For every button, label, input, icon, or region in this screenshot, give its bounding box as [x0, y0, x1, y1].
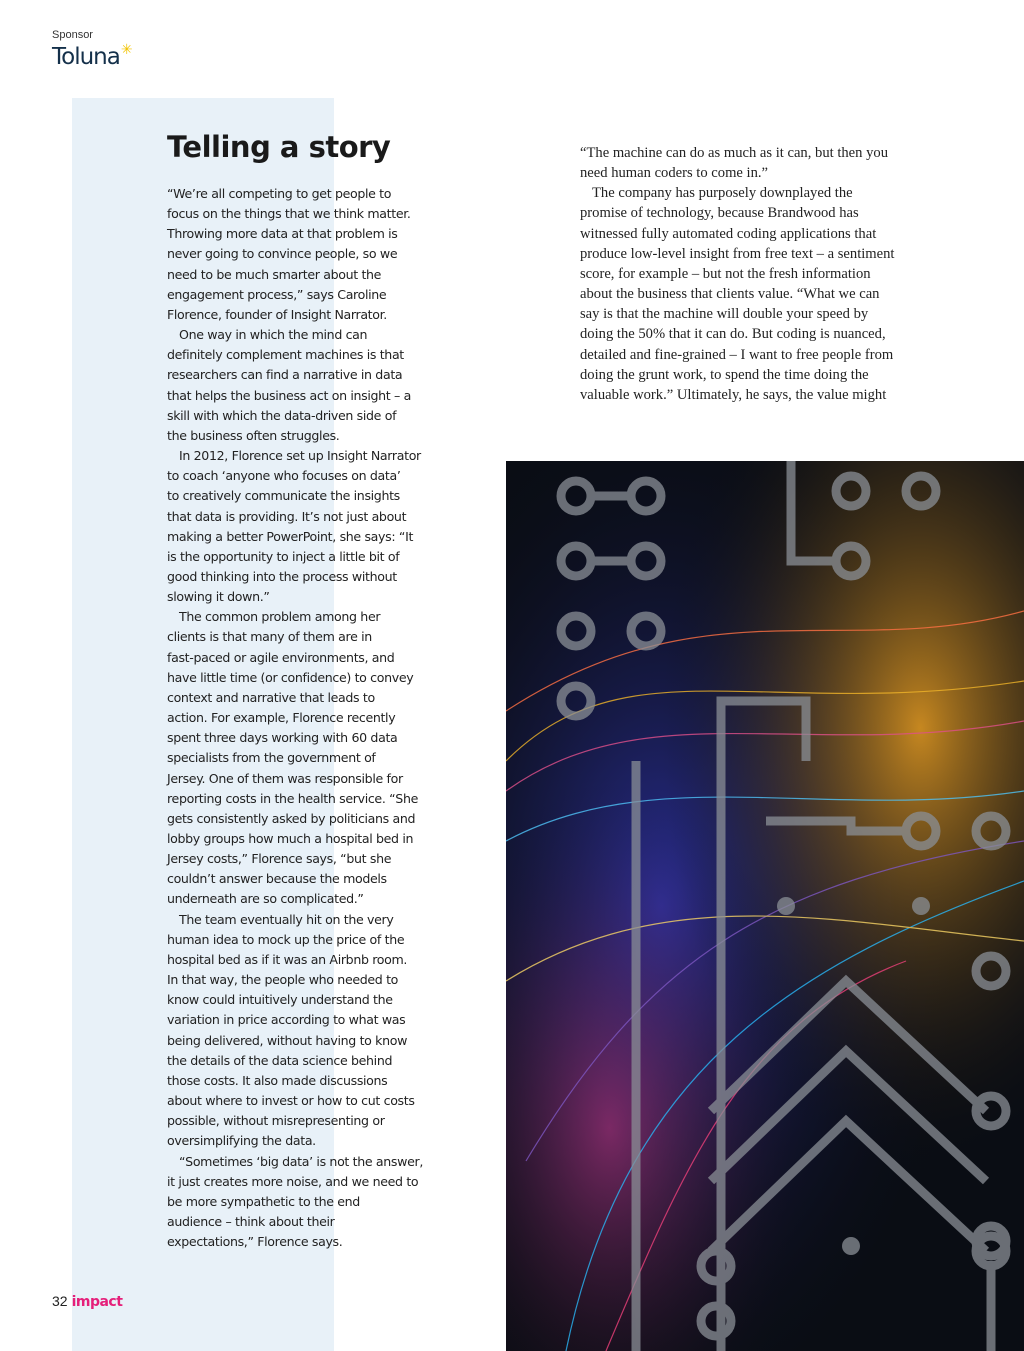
magazine-name: impact	[71, 1294, 123, 1310]
text-line: never going to convince people, so we	[167, 246, 398, 262]
text-line: action. For example, Florence recently	[167, 710, 396, 726]
text-line: The company has purposely downplayed the	[592, 185, 853, 202]
text-line: context and narrative that leads to	[167, 689, 375, 705]
text-line: Jersey. One of them was responsible for	[167, 770, 403, 786]
text-line: doing the grunt work, to spend the time doing the	[580, 366, 869, 383]
text-line: In that way, the people who needed to	[167, 972, 399, 988]
sponsor-logo	[52, 44, 131, 70]
sponsor-label: Sponsor	[52, 29, 93, 41]
paragraph	[580, 143, 930, 183]
text-line: definitely complement machines is that	[167, 347, 404, 363]
text-line: slowing it down.”	[167, 589, 270, 605]
text-line: those costs. It also made discussions	[167, 1072, 388, 1088]
text-line: need to be much smarter about the	[167, 266, 382, 282]
text-line: to coach ‘anyone who focuses on data’	[167, 468, 401, 484]
text-line: The common problem among her	[179, 609, 381, 625]
text-line: fast-paced or agile environments, and	[167, 649, 395, 665]
text-line: about where to invest or how to cut costs	[167, 1093, 415, 1109]
page-footer	[52, 1293, 122, 1310]
text-line: score, for example – but not the fresh information	[580, 265, 871, 282]
text-line: oversimplifying the data.	[167, 1133, 316, 1149]
text-line: underneath are so complicated.”	[167, 891, 364, 907]
text-line: lobby groups how much a hospital bed in	[167, 831, 414, 846]
sparkle-icon: ✳	[120, 42, 132, 58]
text-line: Florence, founder of Insight Narrator.	[167, 306, 387, 322]
left-column	[167, 184, 447, 1252]
text-line: that data is providing. It’s not just about	[167, 508, 407, 524]
text-line: valuable work.” Ultimately, he says, the value might	[580, 386, 887, 403]
text-line: detailed and fine-grained – I want to free people from	[580, 346, 894, 363]
page-number: 32	[52, 1293, 68, 1309]
text-line: say is that the machine will double your speed by	[580, 306, 869, 323]
text-line: about the business that clients value. “What we can	[580, 286, 880, 303]
text-line: is the opportunity to inject a little bit of	[167, 548, 400, 564]
sponsor-logo-text: Toluna	[52, 44, 120, 70]
text-line: engagement process,” says Caroline	[167, 286, 387, 302]
text-line: have little time (or confidence) to convey	[167, 669, 414, 685]
illustration-graphic	[506, 461, 1024, 1351]
text-line: human idea to mock up the price of the	[167, 931, 405, 947]
text-line: “We’re all competing to get people to	[167, 186, 392, 201]
text-line: The team eventually hit on the very	[179, 911, 394, 927]
text-line: the business often struggles.	[167, 427, 340, 443]
text-line: Jersey costs,” Florence says, “but she	[167, 851, 392, 867]
text-line: that helps the business act on insight – a	[167, 387, 411, 403]
text-line: be more sympathetic to the end	[167, 1193, 360, 1209]
text-line: being delivered, without having to know	[167, 1032, 408, 1048]
paragraph	[167, 446, 447, 607]
text-line: know could intuitively understand the	[167, 992, 393, 1008]
text-line: One way in which the mind can	[179, 327, 368, 343]
paragraph	[167, 325, 447, 446]
text-line: variation in price according to what was	[167, 1012, 406, 1028]
text-line: focus on the things that we think matter.	[167, 206, 411, 222]
paragraph	[580, 183, 930, 405]
text-line: In 2012, Florence set up Insight Narrator	[179, 448, 421, 464]
right-column	[580, 143, 930, 405]
text-line: witnessed fully automated coding applications that	[580, 225, 877, 242]
text-line: gets consistently asked by politicians and	[167, 810, 416, 826]
article-heading: Telling a story	[167, 130, 391, 164]
paragraph	[167, 1152, 447, 1253]
text-line: reporting costs in the health service. “She	[167, 790, 418, 806]
paragraph	[167, 607, 447, 909]
paragraph	[167, 910, 447, 1152]
text-line: researchers can find a narrative in data	[167, 367, 403, 383]
text-line: need human coders to come in.”	[580, 165, 769, 182]
text-line: “Sometimes ‘big data’ is not the answer,	[179, 1153, 423, 1169]
text-line: good thinking into the process without	[167, 568, 397, 584]
text-line: produce low-level insight from free text – a sentiment	[580, 245, 895, 262]
text-line: to creatively communicate the insights	[167, 488, 400, 504]
text-line: couldn’t answer because the models	[167, 871, 387, 887]
text-line: spent three days working with 60 data	[167, 730, 398, 746]
paragraph	[167, 184, 447, 325]
text-line: the details of the data science behind	[167, 1052, 393, 1068]
text-line: hospital bed as if it was an Airbnb room.	[167, 951, 408, 967]
text-line: audience – think about their	[167, 1213, 335, 1229]
text-line: possible, without misrepresenting or	[167, 1113, 385, 1129]
text-line: making a better PowerPoint, she says: “It	[167, 528, 414, 544]
text-line: doing the 50% that it can do. But coding is nuanced,	[580, 326, 886, 343]
text-line: skill with which the data-driven side of	[167, 407, 397, 423]
text-line: promise of technology, because Brandwood has	[580, 205, 859, 222]
text-line: clients is that many of them are in	[167, 629, 372, 645]
circuit-light-illustration	[506, 461, 1024, 1351]
text-line: expectations,” Florence says.	[167, 1234, 343, 1250]
text-line: Throwing more data at that problem is	[167, 226, 398, 242]
text-line: specialists from the government of	[167, 750, 376, 766]
text-line: “The machine can do as much as it can, but then you	[580, 145, 888, 161]
text-line: it just creates more noise, and we need to	[167, 1173, 419, 1189]
